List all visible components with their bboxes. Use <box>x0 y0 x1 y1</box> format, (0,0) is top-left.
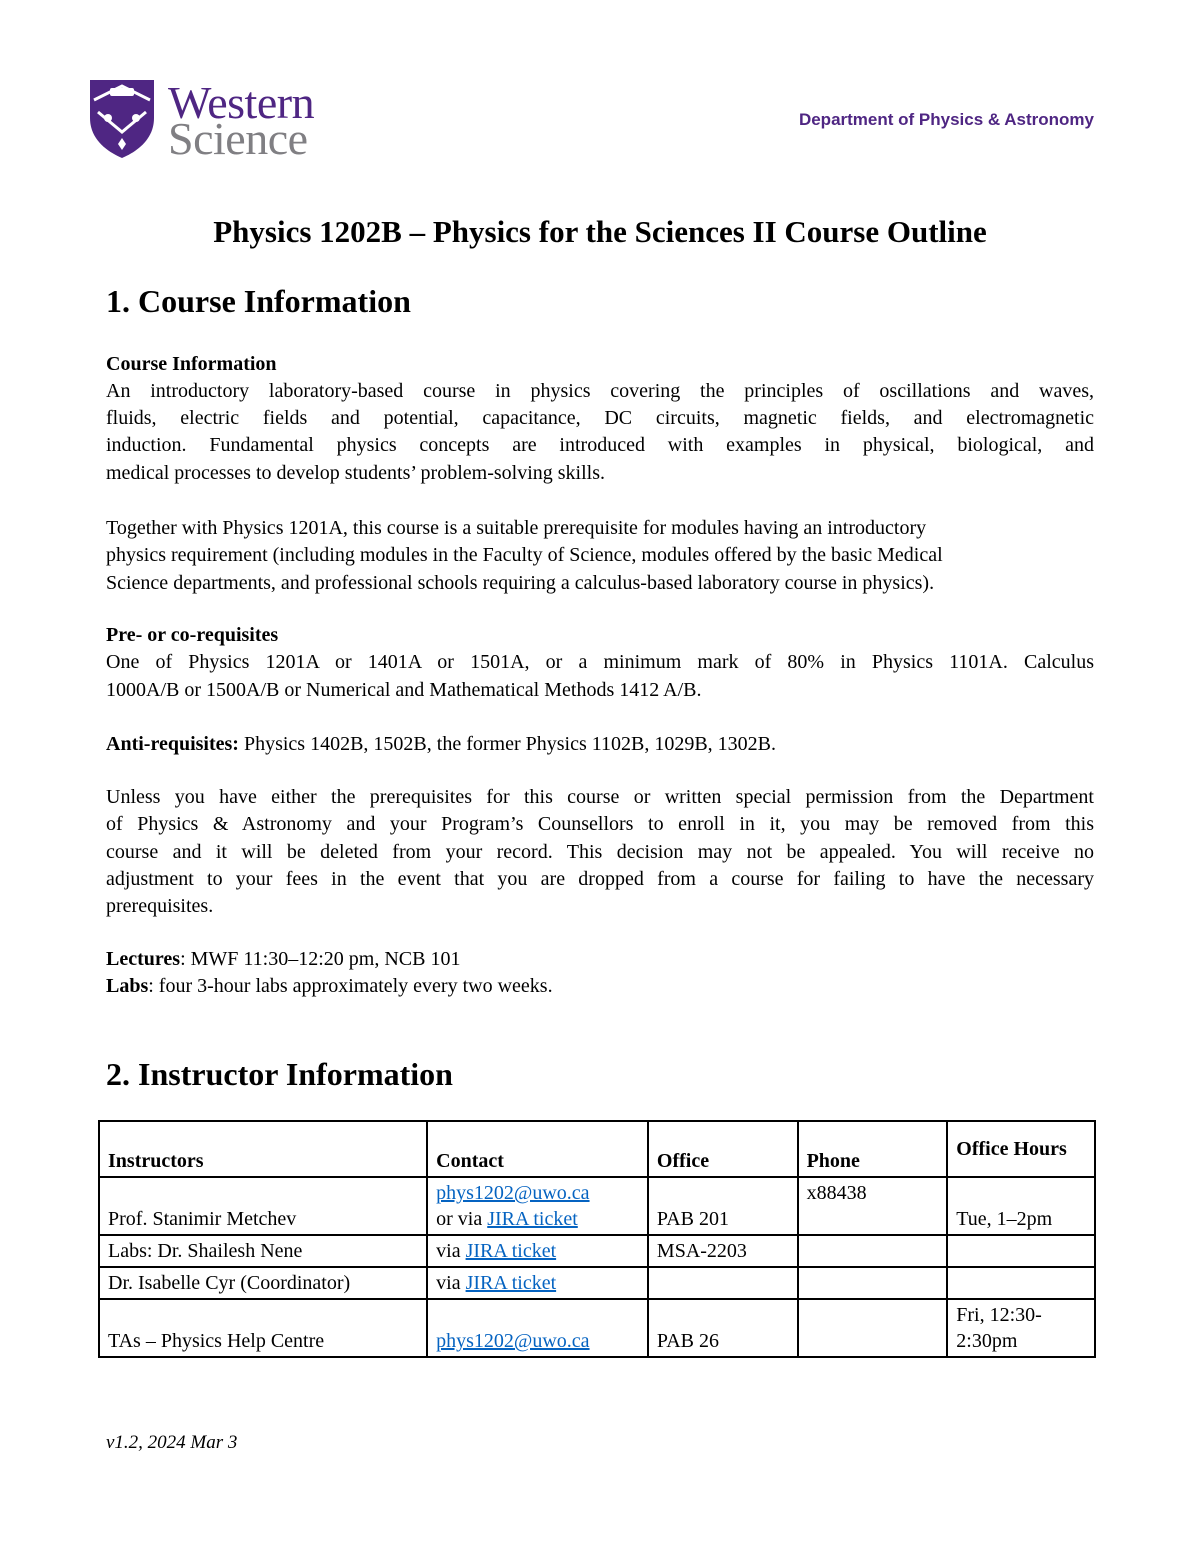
office-hours-line: 2:30pm <box>956 1330 1018 1352</box>
table-header-row <box>99 1121 1095 1177</box>
prereq-line: One of Physics 1201A or 1401A or 1501A, or a minimum mark of 80% in Physics 1101A. Calculus <box>106 651 1094 673</box>
prerequisite-note-line: physics requirement (including modules in the Faculty of Science, modules offered by the basic Medical <box>106 544 943 566</box>
office-cell <box>648 1267 798 1299</box>
document-title: Physics 1202B – Physics for the Sciences II Course Outline <box>213 214 987 249</box>
table-row <box>99 1177 1095 1235</box>
labs-label: Labs <box>106 975 149 997</box>
enrolment-warning-line: prerequisites. <box>106 895 214 917</box>
column-header-office-hours: Office Hours <box>947 1121 1095 1177</box>
office-hours-cell <box>947 1299 1095 1357</box>
contact-cell <box>427 1299 648 1357</box>
version-footer: v1.2, 2024 Mar 3 <box>106 1432 238 1453</box>
office-hours-cell <box>947 1267 1095 1299</box>
contact-prefix: via <box>436 1240 466 1262</box>
section-heading-instructor-information: 2. Instructor Information <box>106 1056 453 1092</box>
western-science-logo <box>88 77 338 164</box>
office-hours-cell: Tue, 1–2pm <box>947 1177 1095 1235</box>
prereq-heading: Pre- or co-requisites <box>106 624 279 646</box>
phone-cell <box>798 1299 948 1357</box>
jira-ticket-link[interactable]: JIRA ticket <box>487 1208 578 1230</box>
instructor-name: Prof. Stanimir Metchev <box>99 1177 427 1235</box>
logo-wordmark-western: Western <box>168 77 315 128</box>
phone-cell: x88438 <box>798 1177 948 1235</box>
section-heading-course-information: 1. Course Information <box>106 283 411 319</box>
instructor-name: Labs: Dr. Shailesh Nene <box>99 1235 427 1267</box>
office-cell: PAB 201 <box>648 1177 798 1235</box>
department-name: Department of Physics & Astronomy <box>798 110 1094 129</box>
enrolment-warning-line: adjustment to your fees in the event that you are dropped from a course for failing to have the necessary <box>106 868 1094 890</box>
description-line: induction. Fundamental physics concepts are introduced with examples in physical, biological, and <box>106 434 1094 456</box>
western-shield-icon <box>88 78 156 160</box>
labs-line <box>106 973 1094 1000</box>
prereq-line: 1000A/B or 1500A/B or Numerical and Mathematical Methods 1412 A/B. <box>106 679 702 701</box>
office-hours-line: Fri, 12:30- <box>956 1304 1042 1326</box>
office-cell: PAB 26 <box>648 1299 798 1357</box>
instructor-table <box>98 1120 1096 1358</box>
instructor-name: Dr. Isabelle Cyr (Coordinator) <box>99 1267 427 1299</box>
email-link[interactable]: phys1202@uwo.ca <box>436 1330 590 1352</box>
contact-cell <box>427 1235 648 1267</box>
logo-wordmark-science: Science <box>168 113 308 164</box>
contact-cell <box>427 1177 648 1235</box>
column-header-office: Office <box>648 1121 798 1177</box>
antireq-label: Anti-requisites: <box>106 733 239 755</box>
prerequisite-note-line: Science departments, and professional schools requiring a calculus-based laboratory course in physics). <box>106 572 935 594</box>
enrolment-warning-line: Unless you have either the prerequisites for this course or written special permission from the Department <box>106 786 1094 808</box>
table-row <box>99 1267 1095 1299</box>
contact-prefix: via <box>436 1272 466 1294</box>
jira-ticket-link[interactable]: JIRA ticket <box>465 1240 557 1262</box>
office-hours-cell <box>947 1235 1095 1267</box>
prerequisite-note-line: Together with Physics 1201A, this course is a suitable prerequisite for modules having an introductory <box>106 517 927 539</box>
antireq-paragraph <box>106 731 1094 758</box>
description-line: medical processes to develop students’ problem-solving skills. <box>106 462 605 484</box>
phone-cell <box>798 1267 948 1299</box>
column-header-contact: Contact <box>427 1121 648 1177</box>
contact-prefix: or via <box>436 1208 488 1230</box>
table-row <box>99 1235 1095 1267</box>
office-cell: MSA-2203 <box>648 1235 798 1267</box>
lectures-line <box>106 946 1094 973</box>
column-header-instructors: Instructors <box>99 1121 427 1177</box>
column-header-phone: Phone <box>798 1121 948 1177</box>
description-line: fluids, electric fields and potential, capacitance, DC circuits, magnetic fields, and electromagnetic <box>106 407 1094 429</box>
antireq-text: Physics 1402B, 1502B, the former Physics 1102B, 1029B, 1302B. <box>238 733 777 755</box>
labs-text: : four 3-hour labs approximately every two weeks. <box>148 975 553 997</box>
jira-ticket-link[interactable]: JIRA ticket <box>465 1272 557 1294</box>
instructor-name: TAs – Physics Help Centre <box>99 1299 427 1357</box>
contact-cell <box>427 1267 648 1299</box>
enrolment-warning-line: of Physics & Astronomy and your Program’s Counsellors to enroll in it, you may be removed from this <box>106 813 1094 835</box>
table-row <box>99 1299 1095 1357</box>
lectures-label: Lectures <box>106 948 181 970</box>
email-link[interactable]: phys1202@uwo.ca <box>436 1182 590 1204</box>
enrolment-warning-line: course and it will be deleted from your record. This decision may not be appealed. You will receive no <box>106 841 1094 863</box>
course-info-subheading: Course Information <box>106 353 277 375</box>
phone-cell <box>798 1235 948 1267</box>
lectures-text: : MWF 11:30–12:20 pm, NCB 101 <box>180 948 461 970</box>
description-line: An introductory laboratory-based course in physics covering the principles of oscillations and waves, <box>106 380 1094 402</box>
